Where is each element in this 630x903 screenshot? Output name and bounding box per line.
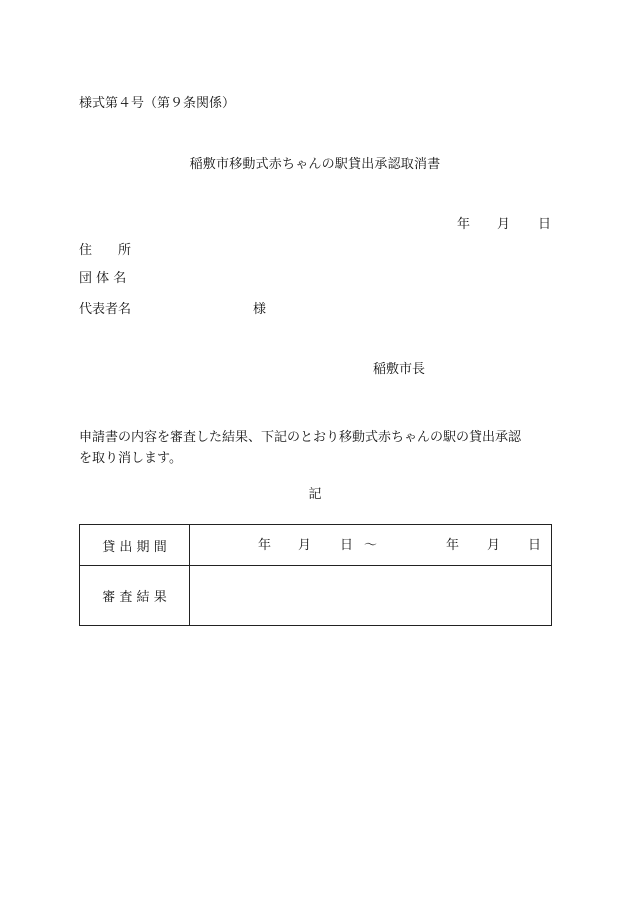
end-month-label: 月 bbox=[487, 538, 501, 553]
form-number: 様式第４号（第９条関係） bbox=[79, 96, 236, 111]
result-label: 審 査 結 果 bbox=[102, 590, 167, 605]
issuer-mayor: 稲敷市長 bbox=[373, 362, 426, 377]
result-label-cell bbox=[80, 566, 190, 626]
body-text-line-1: 申請書の内容を審査した結果、下記のとおり移動式赤ちゃんの駅の貸出承認 bbox=[79, 430, 522, 445]
organization-label: 団 体 名 bbox=[79, 271, 127, 286]
date-month-label: 月 bbox=[497, 217, 511, 232]
date-year-label: 年 bbox=[457, 217, 471, 232]
start-month-label: 月 bbox=[298, 538, 312, 553]
table-row-period bbox=[80, 525, 552, 566]
table-row-result bbox=[80, 566, 552, 626]
honorific-sama: 様 bbox=[253, 302, 267, 317]
period-tilde: ～ bbox=[364, 538, 378, 553]
record-table bbox=[79, 524, 552, 626]
period-label: 貸 出 期 間 bbox=[102, 539, 167, 555]
result-value-cell bbox=[190, 566, 552, 626]
end-day-label: 日 bbox=[528, 538, 542, 553]
representative-label: 代表者名 bbox=[79, 302, 132, 317]
ki-heading: 記 bbox=[308, 487, 322, 502]
period-value-cell bbox=[190, 525, 552, 566]
start-year-label: 年 bbox=[258, 538, 272, 553]
date-day-label: 日 bbox=[538, 217, 552, 232]
period-label-cell bbox=[80, 525, 190, 566]
end-year-label: 年 bbox=[446, 538, 460, 553]
body-text-line-2: を取り消します。 bbox=[79, 451, 182, 466]
address-label: 住 所 bbox=[79, 243, 132, 258]
document-title: 稲敷市移動式赤ちゃんの駅貸出承認取消書 bbox=[189, 157, 441, 172]
start-day-label: 日 bbox=[340, 538, 354, 553]
